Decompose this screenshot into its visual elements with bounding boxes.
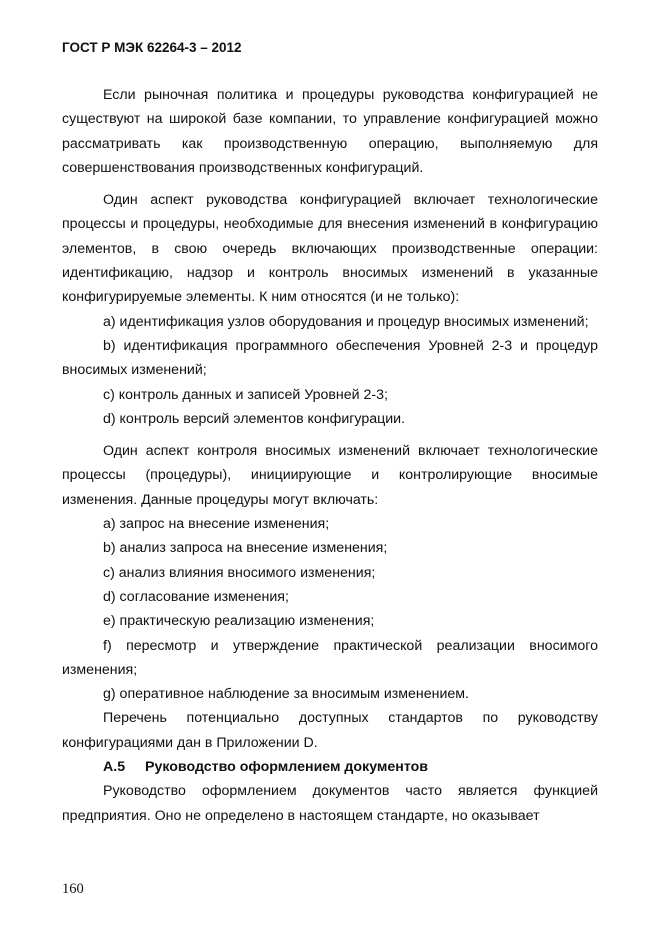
list-item: d) согласование изменения; [103, 588, 289, 605]
list-item: a) запрос на внесение изменения; [103, 516, 330, 533]
list-item: d) контроль версий элементов конфигурации. [103, 410, 406, 427]
paragraph: Перечень потенциально доступных стандартов по руководству конфигурациями дан в Приложении D. [62, 710, 598, 751]
section-number: А.5 [103, 759, 126, 776]
list-item: а) идентификация узлов оборудования и процедур вносимых изменений; [103, 313, 589, 330]
list-item: b) анализ запроса на внесение изменения; [103, 540, 388, 557]
page-number: 160 [62, 881, 84, 897]
list-item: b) идентификация программного обеспечения Уровней 2-3 и процедур вносимых изменений; [62, 337, 598, 379]
section-title: Руководство оформлением документов [145, 759, 429, 776]
document-body [62, 83, 598, 828]
paragraph: Один аспект руководства конфигурацией включает технологические процессы и процедуры, необходимые для внесения изменений в конфигурацию элементов, в свою очередь включающих производственные операции: идентификацию, надзор и контроль вносимых изменений в указанные конфигурируемые элементы. К ним относятся (и не только): [62, 192, 598, 306]
list-item: f) пересмотр и утверждение практической реализации вносимого изменения; [62, 637, 598, 678]
list-item: g) оперативное наблюдение за вносимым изменением. [103, 686, 469, 703]
list-item: c) анализ влияния вносимого изменения; [103, 564, 376, 581]
list-item: e) практическую реализацию изменения; [103, 613, 375, 630]
paragraph: Один аспект контроля вносимых изменений включает технологические процессы (процедуры), инициирующие и контролирующие вносимые изменения. Данные процедуры могут включать: [62, 443, 598, 508]
list-item: c) контроль данных и записей Уровней 2-3; [103, 386, 388, 403]
paragraph: Если рыночная политика и процедуры руководства конфигурацией не существуют на широкой базе компании, то управление конфигурацией можно рассматривать как производственную операцию, выполняемую для совершенствования производственных конфигураций. [62, 87, 598, 176]
section-heading [62, 755, 598, 779]
document-header: ГОСТ Р МЭК 62264-3 – 2012 [62, 40, 242, 55]
paragraph: Руководство оформлением документов часто является функцией предприятия. Оно не определено в настоящем стандарте, но оказывает [62, 783, 598, 824]
